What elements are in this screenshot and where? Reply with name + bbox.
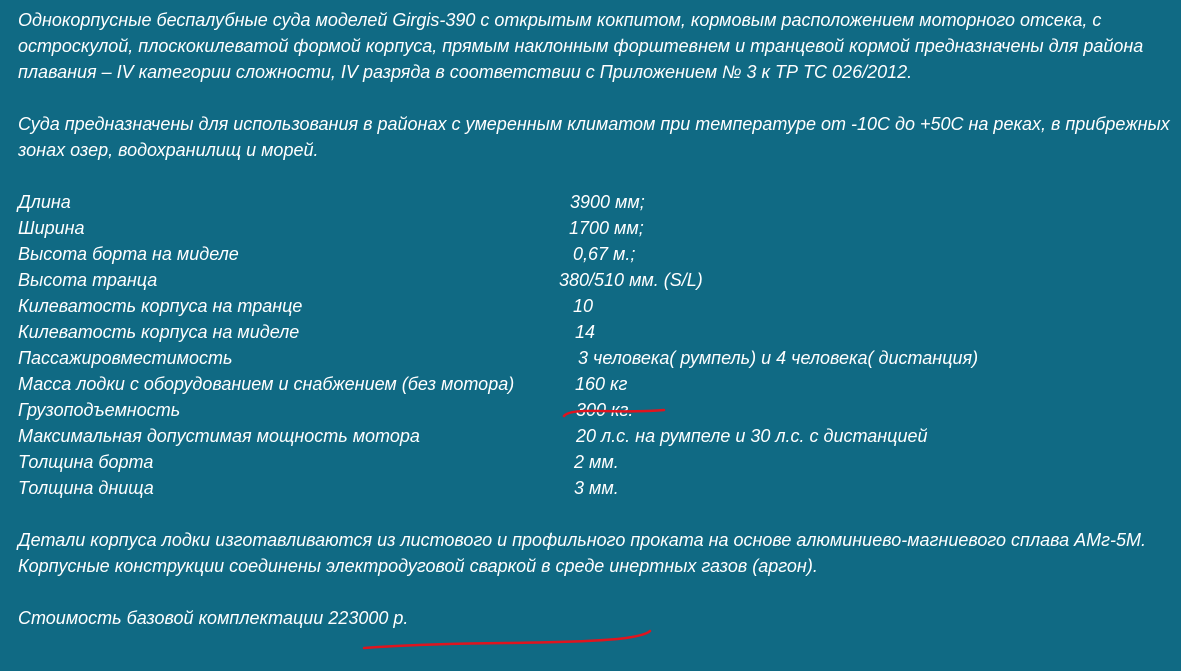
price-paragraph: Стоимость базовой комплектации 223000 р. bbox=[18, 608, 409, 628]
spec-label: Масса лодки с оборудованием и снабжением (без мотора) bbox=[18, 374, 515, 394]
spec-row-deadrise-midship bbox=[18, 319, 1178, 345]
spec-value: 2 мм. bbox=[574, 452, 619, 472]
spec-value: 14 bbox=[575, 322, 596, 342]
spec-row-deadrise-transom bbox=[18, 293, 1178, 319]
spec-value: 3 мм. bbox=[574, 478, 619, 498]
spec-row-capacity bbox=[18, 345, 1178, 371]
climate-paragraph: Суда предназначены для использования в районах с умеренным климатом при температуре от -10С до +50С на реках, в прибрежных зонах озер, водохранилищ и морей. bbox=[18, 114, 1170, 160]
document-body bbox=[18, 7, 1178, 631]
spacer bbox=[18, 85, 1178, 111]
spec-row-side-thickness bbox=[18, 449, 1178, 475]
spacer bbox=[18, 163, 1178, 189]
spec-label: Килеватость корпуса на миделе bbox=[18, 322, 300, 342]
spec-row-mass bbox=[18, 371, 1178, 397]
spec-label: Высота транца bbox=[18, 270, 158, 290]
spec-label: Высота борта на миделе bbox=[18, 244, 239, 264]
spec-value: 1700 мм; bbox=[569, 218, 644, 238]
spec-label: Килеватость корпуса на транце bbox=[18, 296, 303, 316]
spec-value: 3900 мм; bbox=[570, 192, 645, 212]
spec-row-transom-height bbox=[18, 267, 1178, 293]
spec-value: 20 л.с. на румпеле и 30 л.с. с дистанцией bbox=[576, 426, 928, 446]
spec-row-length bbox=[18, 189, 1178, 215]
spec-label: Пассажировместимость bbox=[18, 348, 233, 368]
spec-value: 10 bbox=[573, 296, 594, 316]
spacer bbox=[18, 501, 1178, 527]
spec-row-bottom-thickness bbox=[18, 475, 1178, 501]
spec-row-side-height bbox=[18, 241, 1178, 267]
spec-label: Длина bbox=[18, 192, 71, 212]
spacer bbox=[18, 579, 1178, 605]
spec-label: Грузоподъемность bbox=[18, 400, 181, 420]
spec-label: Максимальная допустимая мощность мотора bbox=[18, 426, 420, 446]
spec-value: 160 кг bbox=[575, 374, 628, 394]
spec-row-width bbox=[18, 215, 1178, 241]
spec-value: 3 человека( румпель) и 4 человека( дистанция) bbox=[578, 348, 979, 368]
materials-paragraph: Детали корпуса лодки изготавливаются из листового и профильного проката на основе алюминиево-магниевого сплава АМг-5М. Корпусные конструкции соединены электродуговой сваркой в среде инертных газов (аргон). bbox=[18, 530, 1147, 576]
spec-value: 0,67 м.; bbox=[573, 244, 636, 264]
spec-value: 300 кг. bbox=[576, 400, 634, 420]
specifications-list bbox=[18, 189, 1178, 501]
spec-value: 380/510 мм. (S/L) bbox=[559, 270, 703, 290]
spec-label: Толщина днища bbox=[18, 478, 154, 498]
spec-label: Толщина борта bbox=[18, 452, 154, 472]
intro-paragraph: Однокорпусные беспалубные суда моделей Girgis-390 с открытым кокпитом, кормовым расположением моторного отсека, с остроскулой, плоскокилеватой формой корпуса, прямым наклонным форштевнем и транцевой кормой предназначены для района плавания – IV категории сложности, IV разряда в соответствии с Приложением № 3 к ТР ТС 026/2012. bbox=[18, 10, 1144, 82]
spec-row-max-power bbox=[18, 423, 1178, 449]
spec-label: Ширина bbox=[18, 218, 85, 238]
spec-row-payload bbox=[18, 397, 1178, 423]
